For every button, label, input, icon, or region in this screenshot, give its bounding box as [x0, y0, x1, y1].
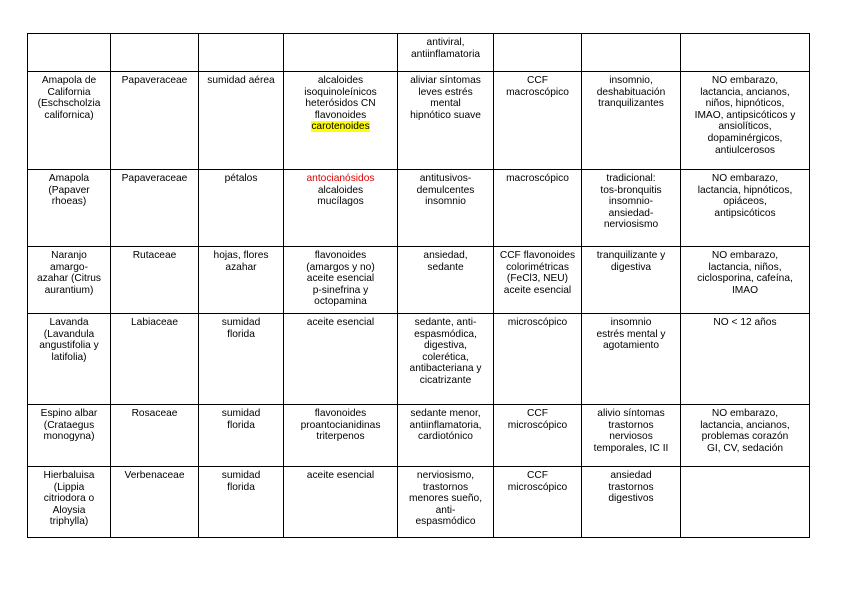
cell-text-line: ciclosporina, cafeína,	[697, 273, 793, 285]
highlighted-text: carotenoides	[311, 121, 370, 133]
cell-family	[111, 467, 199, 538]
cell-identification	[494, 467, 582, 538]
cell-text-line: digestiva,	[423, 340, 468, 352]
cell-text-line: Papaveraceae	[121, 75, 188, 86]
cell-constituents	[284, 405, 398, 467]
cell-text-line: microscópico	[507, 419, 568, 431]
cell-text-line: (Lavandula	[43, 328, 95, 340]
cell-text-line: heterósidos CN	[305, 98, 376, 110]
cell-text-line: (Crataegus	[43, 419, 95, 431]
cell-name	[28, 247, 111, 314]
cell-text-line: sumidad	[221, 317, 261, 328]
cell-text-line: aurantium)	[44, 284, 94, 296]
cell-constituents	[284, 314, 398, 405]
cell-text-line: cardiotónico	[418, 431, 473, 443]
cell-text-line: nerviosismo,	[416, 470, 475, 481]
cell-text-line: insomnio	[610, 317, 652, 328]
cell-actions	[398, 72, 494, 170]
cell-text-line: alcaloides	[317, 75, 364, 86]
cell-text-line: Verbenaceae	[124, 470, 185, 481]
cell-text-line: lactancia, ancianos,	[700, 419, 790, 431]
cell-text-line: GI, CV, sedación	[706, 442, 784, 454]
cell-text-line: ansiolíticos,	[718, 121, 772, 133]
cell-contraindications	[681, 34, 810, 72]
cell-text-line: sumidad aérea	[207, 75, 275, 86]
cell-text-line: deshabituación	[596, 86, 666, 98]
table-row	[28, 34, 810, 72]
cell-text-line: sedante menor,	[410, 408, 481, 419]
cell-contraindications	[681, 467, 810, 538]
cell-text-line: californica)	[44, 109, 94, 121]
cell-identification	[494, 314, 582, 405]
cell-text-line: Naranjo	[51, 250, 87, 261]
cell-text-line: Hierbaluisa	[43, 470, 95, 481]
cell-text-line: (Eschscholzia	[37, 98, 101, 110]
cell-family	[111, 405, 199, 467]
cell-identification	[494, 72, 582, 170]
cell-text-line: flavonoides	[314, 109, 367, 121]
cell-text-line: (FeCl3, NEU)	[506, 273, 569, 285]
cell-contraindications	[681, 72, 810, 170]
cell-family	[111, 314, 199, 405]
cell-text-line: azahar (Citrus	[37, 273, 101, 285]
cell-text-line: temporales, IC II	[593, 442, 669, 454]
cell-text-line: angustifolia y	[39, 340, 99, 352]
cell-text-line: ansiedad-	[608, 207, 654, 219]
cell-family	[111, 247, 199, 314]
cell-contraindications	[681, 405, 810, 467]
cell-text-line: isoquinoleínicos	[304, 86, 377, 98]
cell-text-line: (Papaver	[48, 184, 90, 196]
table-row	[28, 72, 810, 170]
cell-text-line: agotamiento	[602, 340, 660, 352]
cell-text-line: leves estrés	[418, 86, 473, 98]
cell-text-line: flavonoides	[314, 250, 367, 261]
cell-text-line: trastornos	[608, 481, 654, 493]
cell-text-line: triphylla)	[49, 516, 89, 528]
cell-uses	[582, 314, 681, 405]
cell-text-line: Lavanda	[49, 317, 89, 328]
cell-family	[111, 170, 199, 247]
cell-family	[111, 34, 199, 72]
cell-uses	[582, 170, 681, 247]
cell-text-line: problemas corazón	[701, 431, 789, 443]
cell-text-line: citriodora o	[43, 493, 95, 505]
cell-text-line: tos-bronquitis	[600, 184, 662, 196]
cell-name	[28, 170, 111, 247]
cell-text-line	[287, 121, 394, 133]
cell-text-line: Rutaceae	[132, 250, 177, 261]
cell-part	[199, 405, 284, 467]
cell-text-line: ansiedad	[610, 470, 652, 481]
cell-part	[199, 72, 284, 170]
cell-text-line: latifolia)	[51, 351, 87, 363]
cell-text-line: hipnótico suave	[410, 109, 481, 121]
cell-text-line: ansiedad,	[423, 250, 468, 261]
cell-text-line: aliviar síntomas	[410, 75, 481, 86]
table-row	[28, 170, 810, 247]
cell-text-line: colerética,	[422, 351, 469, 363]
cell-text-line: espasmódica,	[414, 328, 477, 340]
cell-text-line: aceite esencial	[306, 317, 375, 328]
cell-text-line: antiviral,	[426, 37, 465, 48]
cell-text-line: antiinflamatoria,	[409, 419, 482, 431]
cell-text-line: trastornos	[608, 419, 654, 431]
cell-text-line: (Lippia	[53, 481, 85, 493]
cell-name	[28, 467, 111, 538]
cell-text-line: lactancia, niños,	[708, 261, 782, 273]
cell-actions	[398, 314, 494, 405]
cell-name	[28, 314, 111, 405]
cell-text-line: Amapola	[48, 173, 90, 184]
cell-text-line: CCF	[527, 408, 548, 419]
cell-text-line: niños, hipnóticos,	[705, 98, 785, 110]
cell-text-line: NO embarazo,	[711, 250, 779, 261]
cell-text-line: (amargos y no)	[306, 261, 375, 273]
cell-contraindications	[681, 170, 810, 247]
cell-text-line: cicatrizante	[419, 374, 472, 386]
cell-text-line: espasmódico	[415, 516, 476, 528]
cell-text-line: insomnio-	[608, 196, 654, 208]
cell-uses	[582, 467, 681, 538]
cell-text-line: p-sinefrina y	[312, 284, 369, 296]
cell-text-line: digestiva	[610, 261, 652, 273]
cell-text-line: florida	[227, 419, 255, 431]
cell-text-line: NO embarazo,	[711, 173, 779, 184]
cell-text-line: NO < 12 años	[713, 317, 777, 328]
cell-text-line: flavonoides	[314, 408, 367, 419]
cell-text-line: Papaveraceae	[121, 173, 188, 184]
cell-family	[111, 72, 199, 170]
cell-part	[199, 467, 284, 538]
cell-constituents	[284, 467, 398, 538]
cell-text-line: florida	[227, 481, 255, 493]
cell-constituents	[284, 247, 398, 314]
cell-text-line: Rosaceae	[131, 408, 178, 419]
cell-part	[199, 314, 284, 405]
cell-actions	[398, 405, 494, 467]
cell-text-line: alcaloides	[317, 184, 364, 196]
cell-text-line: anti-	[435, 504, 456, 516]
table-row	[28, 314, 810, 405]
cell-text-line: insomnio,	[609, 75, 653, 86]
cell-text-line: estrés mental y	[596, 328, 666, 340]
cell-text-line: dopaminérgicos,	[707, 132, 783, 144]
cell-text-line: colorimétricas	[506, 261, 569, 273]
cell-text-line: Aloysia	[52, 504, 86, 516]
cell-text-line: aceite esencial	[306, 470, 375, 481]
table-row	[28, 405, 810, 467]
cell-text-line: antipsicóticos	[714, 207, 776, 219]
cell-text-line: mental	[430, 98, 461, 110]
cell-part	[199, 247, 284, 314]
cell-text-line: florida	[227, 328, 255, 340]
cell-text-line: demulcentes	[416, 184, 475, 196]
cell-text-line: macroscópico	[506, 173, 569, 184]
cell-name	[28, 405, 111, 467]
cell-text-line: microscópico	[507, 481, 568, 493]
cell-part	[199, 34, 284, 72]
cell-text-line: mucílagos	[317, 196, 364, 208]
cell-text-line: lactancia, ancianos,	[700, 86, 790, 98]
cell-constituents	[284, 170, 398, 247]
cell-actions	[398, 247, 494, 314]
cell-part	[199, 170, 284, 247]
cell-text-line: aceite esencial	[503, 284, 572, 296]
cell-text-line: alivio síntomas	[597, 408, 665, 419]
cell-text-line: pétalos	[224, 173, 258, 184]
cell-text-line: Espino albar	[40, 408, 98, 419]
cell-text-line: sedante, anti-	[414, 317, 477, 328]
cell-text-line: microscópico	[507, 317, 568, 328]
cell-constituents	[284, 34, 398, 72]
cell-text-line: NO embarazo,	[711, 408, 779, 419]
cell-name	[28, 34, 111, 72]
cell-text-line: tranquilizantes	[598, 98, 664, 110]
cell-text-line: azahar	[225, 261, 257, 273]
cell-text-line: antibacteriana y	[409, 363, 482, 375]
cell-text-line: trastornos	[422, 481, 469, 493]
cell-text-line: hojas, flores	[213, 250, 269, 261]
cell-text-line: macroscópico	[506, 86, 569, 98]
cell-uses	[582, 72, 681, 170]
cell-text-line: antiinflamatoria	[410, 48, 481, 60]
cell-text-line: digestivos	[608, 493, 654, 505]
cell-identification	[494, 405, 582, 467]
table-body	[28, 34, 810, 538]
cell-text-line: amargo-	[50, 261, 88, 273]
cell-text-line: aceite esencial	[306, 273, 375, 285]
cell-text-line: nerviosos	[609, 431, 653, 443]
cell-text-line: CCF	[527, 75, 548, 86]
cell-name	[28, 72, 111, 170]
cell-text-line: lactancia, hipnóticos,	[697, 184, 793, 196]
cell-constituents	[284, 72, 398, 170]
cell-text-line: IMAO, antipsicóticos y	[694, 109, 796, 121]
cell-text-line: sumidad	[221, 408, 261, 419]
cell-text-line: antiulcerosos	[714, 144, 776, 156]
cell-text-line: monogyna)	[43, 431, 95, 443]
cell-text-line: IMAO	[731, 284, 759, 296]
cell-identification	[494, 34, 582, 72]
cell-text-line: triterpenos	[316, 431, 365, 443]
cell-text-line: tranquilizante y	[596, 250, 666, 261]
cell-identification	[494, 170, 582, 247]
cell-text-line: rhoeas)	[51, 196, 87, 208]
cell-text-line: sedante	[427, 261, 464, 273]
cell-actions	[398, 34, 494, 72]
cell-text-line: insomnio	[425, 196, 466, 208]
cell-text-line: CCF	[527, 470, 548, 481]
table-row	[28, 467, 810, 538]
red-text: antocianósidos	[306, 173, 375, 184]
cell-text-line: sumidad	[221, 470, 261, 481]
cell-uses	[582, 247, 681, 314]
cell-actions	[398, 170, 494, 247]
cell-text-line: antitusivos-	[419, 173, 472, 184]
cell-text-line: octopamina	[314, 296, 367, 308]
cell-identification	[494, 247, 582, 314]
cell-text-line: CCF flavonoides	[499, 250, 576, 261]
cell-text-line: Amapola de	[41, 75, 97, 86]
cell-contraindications	[681, 247, 810, 314]
herbs-table	[27, 33, 810, 538]
cell-text-line: tradicional:	[606, 173, 656, 184]
cell-text-line: nerviosismo	[603, 219, 659, 231]
cell-contraindications	[681, 314, 810, 405]
cell-text-line: NO embarazo,	[711, 75, 779, 86]
cell-text-line: California	[47, 86, 91, 98]
cell-text-line: opiáceos,	[723, 196, 767, 208]
cell-text-line: proantocianidinas	[300, 419, 381, 431]
table-row	[28, 247, 810, 314]
cell-text-line: Labiaceae	[130, 317, 179, 328]
cell-text-line: menores sueño,	[408, 493, 483, 505]
cell-text-line	[287, 173, 394, 185]
cell-uses	[582, 34, 681, 72]
cell-actions	[398, 467, 494, 538]
cell-uses	[582, 405, 681, 467]
